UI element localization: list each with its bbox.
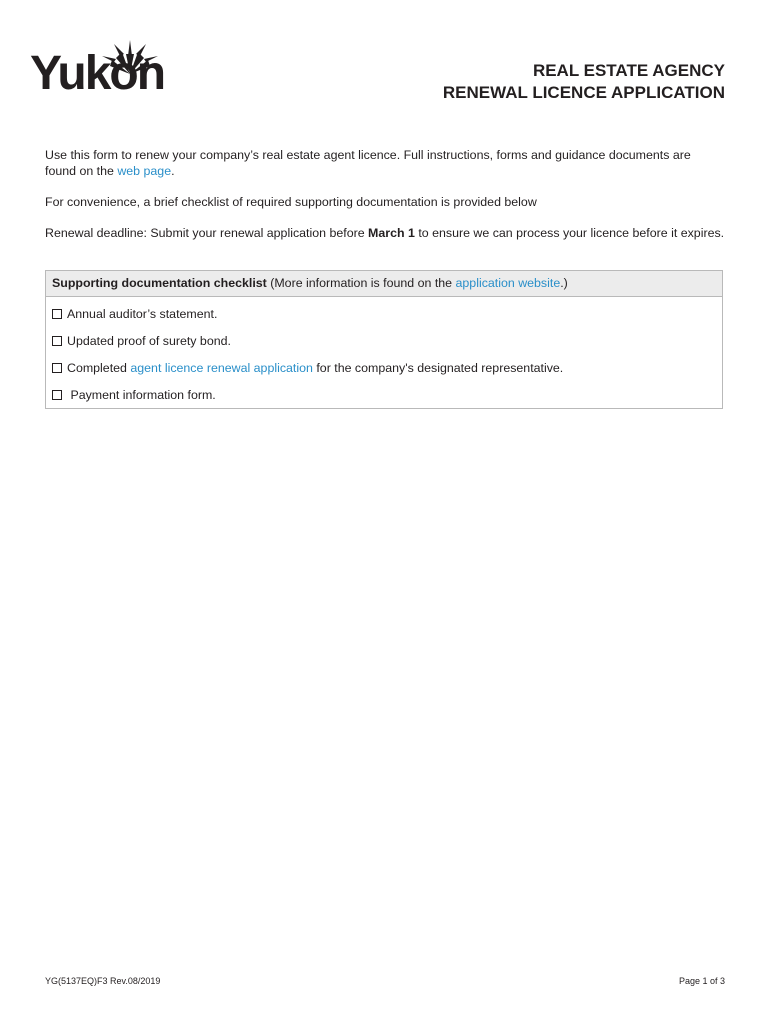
deadline-text-end: to ensure we can process your licence before it expires. (414, 226, 725, 240)
checklist-item-agent-renewal (52, 360, 563, 376)
title-line-2: RENEWAL LICENCE APPLICATION (442, 83, 725, 102)
checkbox-agent-renewal[interactable] (52, 363, 62, 373)
deadline-date: March 1 (368, 226, 415, 240)
form-code: YG(5137EQ)F3 Rev.08/2019 (45, 976, 161, 986)
page-number: Page 1 of 3 (678, 976, 725, 986)
web-page-link[interactable]: web page (117, 164, 172, 178)
logo-wordmark: Yukon (30, 47, 165, 100)
intro-paragraph-1 (45, 147, 725, 179)
intro-paragraph-2: For convenience, a brief checklist of required supporting documentation is provided below (45, 195, 537, 209)
checklist-header-text: (More information is found on the (266, 276, 456, 290)
checklist-item-label: Annual auditor’s statement. (67, 307, 218, 321)
supporting-documentation-checklist (45, 270, 723, 409)
intro-text-1: Use this form to renew your company’s real estate agent licence. Full instructions, forms and guidance documents are found on the (45, 148, 691, 178)
yukon-logo (30, 40, 172, 102)
checklist-item-payment-form (52, 387, 216, 403)
deadline-text: Renewal deadline: Submit your renewal application before (45, 226, 369, 240)
checkbox-auditor-statement[interactable] (52, 309, 62, 319)
checklist-title: Supporting documentation checklist (52, 276, 267, 290)
checklist-item-label: Completed (67, 361, 131, 375)
checklist-item-label: Payment information form. (67, 388, 216, 402)
checkbox-surety-bond[interactable] (52, 336, 62, 346)
page-title (443, 60, 725, 104)
checklist-item-surety-bond (52, 333, 231, 349)
title-line-1: REAL ESTATE AGENCY (532, 61, 725, 80)
checklist-header (46, 271, 722, 297)
application-website-link[interactable]: application website (455, 276, 561, 290)
checklist-item-label: Updated proof of surety bond. (67, 334, 231, 348)
agent-licence-renewal-link[interactable]: agent licence renewal application (130, 361, 313, 375)
intro-text-1-end: . (171, 164, 175, 178)
checkbox-payment-form[interactable] (52, 390, 62, 400)
renewal-deadline-paragraph (45, 225, 725, 241)
checklist-header-end: .) (560, 276, 568, 290)
checklist-item-label-end: for the company's designated representative. (312, 361, 564, 375)
checklist-item-auditor-statement (52, 306, 217, 322)
